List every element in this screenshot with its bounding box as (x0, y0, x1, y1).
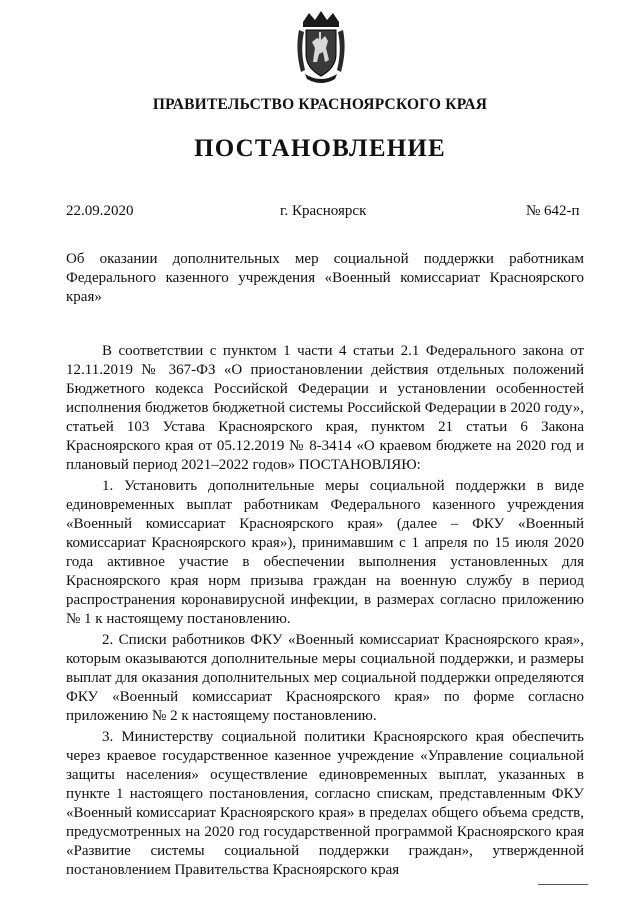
document-subject: Об оказании дополнительных мер социальной поддержки работникам Федерального казенного учреждения «Военный комиссариат Красноярского края» (66, 251, 584, 305)
clause-1-paragraph: 1. Установить дополнительные меры социальной поддержки в виде единовременных выплат работникам Федерального казенного учреждения «Военный комиссариат Красноярского края» (далее – ФКУ «Военный комиссариат Красноярского края»), принимавшим с 1 апреля по 15 июля 2020 года активное участие в обеспечении выполнения установленных для Красноярского края норм призыва граждан на военную службу в период распространения коронавирусной инфекции, в размерах согласно приложению № 1 к настоящему постановлению. (66, 478, 584, 627)
clause-2-paragraph: 2. Списки работников ФКУ «Военный комиссариат Красноярского края», которым оказываются дополнительные меры социальной поддержки, и размеры выплат для оказания дополнительных мер социальной поддержки определяются ФКУ «Военный комиссариат Красноярского края» по форме согласно приложению № 2 к настоящему постановлению. (66, 632, 584, 724)
government-title: ПРАВИТЕЛЬСТВО КРАСНОЯРСКОГО КРАЯ (152, 96, 488, 113)
document-body (66, 342, 584, 882)
coat-of-arms-icon (295, 10, 347, 84)
preamble-paragraph: В соответствии с пунктом 1 части 4 статьи 2.1 Федерального закона от 12.11.2019 № 367-ФЗ «О приостановлении действия отдельных положений Бюджетного кодекса Российской Федерации и установлении особенностей исполнения бюджетов бюджетной системы Российской Федерации в 2020 году», статьей 103 Устава Красноярского края, пунктом 21 статьи 6 Закона Красноярского края от 05.12.2019 № 8-3414 «О краевом бюджете на 2020 год и плановый период 2021–2022 годов» ПОСТАНОВЛЯЮ: (66, 343, 584, 473)
document-type-heading: ПОСТАНОВЛЕНИЕ (194, 135, 446, 162)
document-number: № 642-п (526, 203, 580, 219)
clause-3-paragraph: 3. Министерству социальной политики Красноярского края обеспечить через краевое государственное казенное учреждение «Управление социальной защиты населения» осуществление единовременных выплат, указанных в пункте 1 настоящего постановления, согласно спискам, представленным ФКУ «Военный комиссариат Красноярского края» в пределах общего объема средств, предусмотренных на 2020 год государственной программой Красноярского края «Развитие системы социальной поддержки граждан», утвержденной постановлением Правительства Красноярского края (66, 729, 584, 878)
document-city: г. Красноярск (280, 203, 367, 219)
footer-divider (538, 884, 588, 885)
document-date: 22.09.2020 (66, 203, 134, 219)
